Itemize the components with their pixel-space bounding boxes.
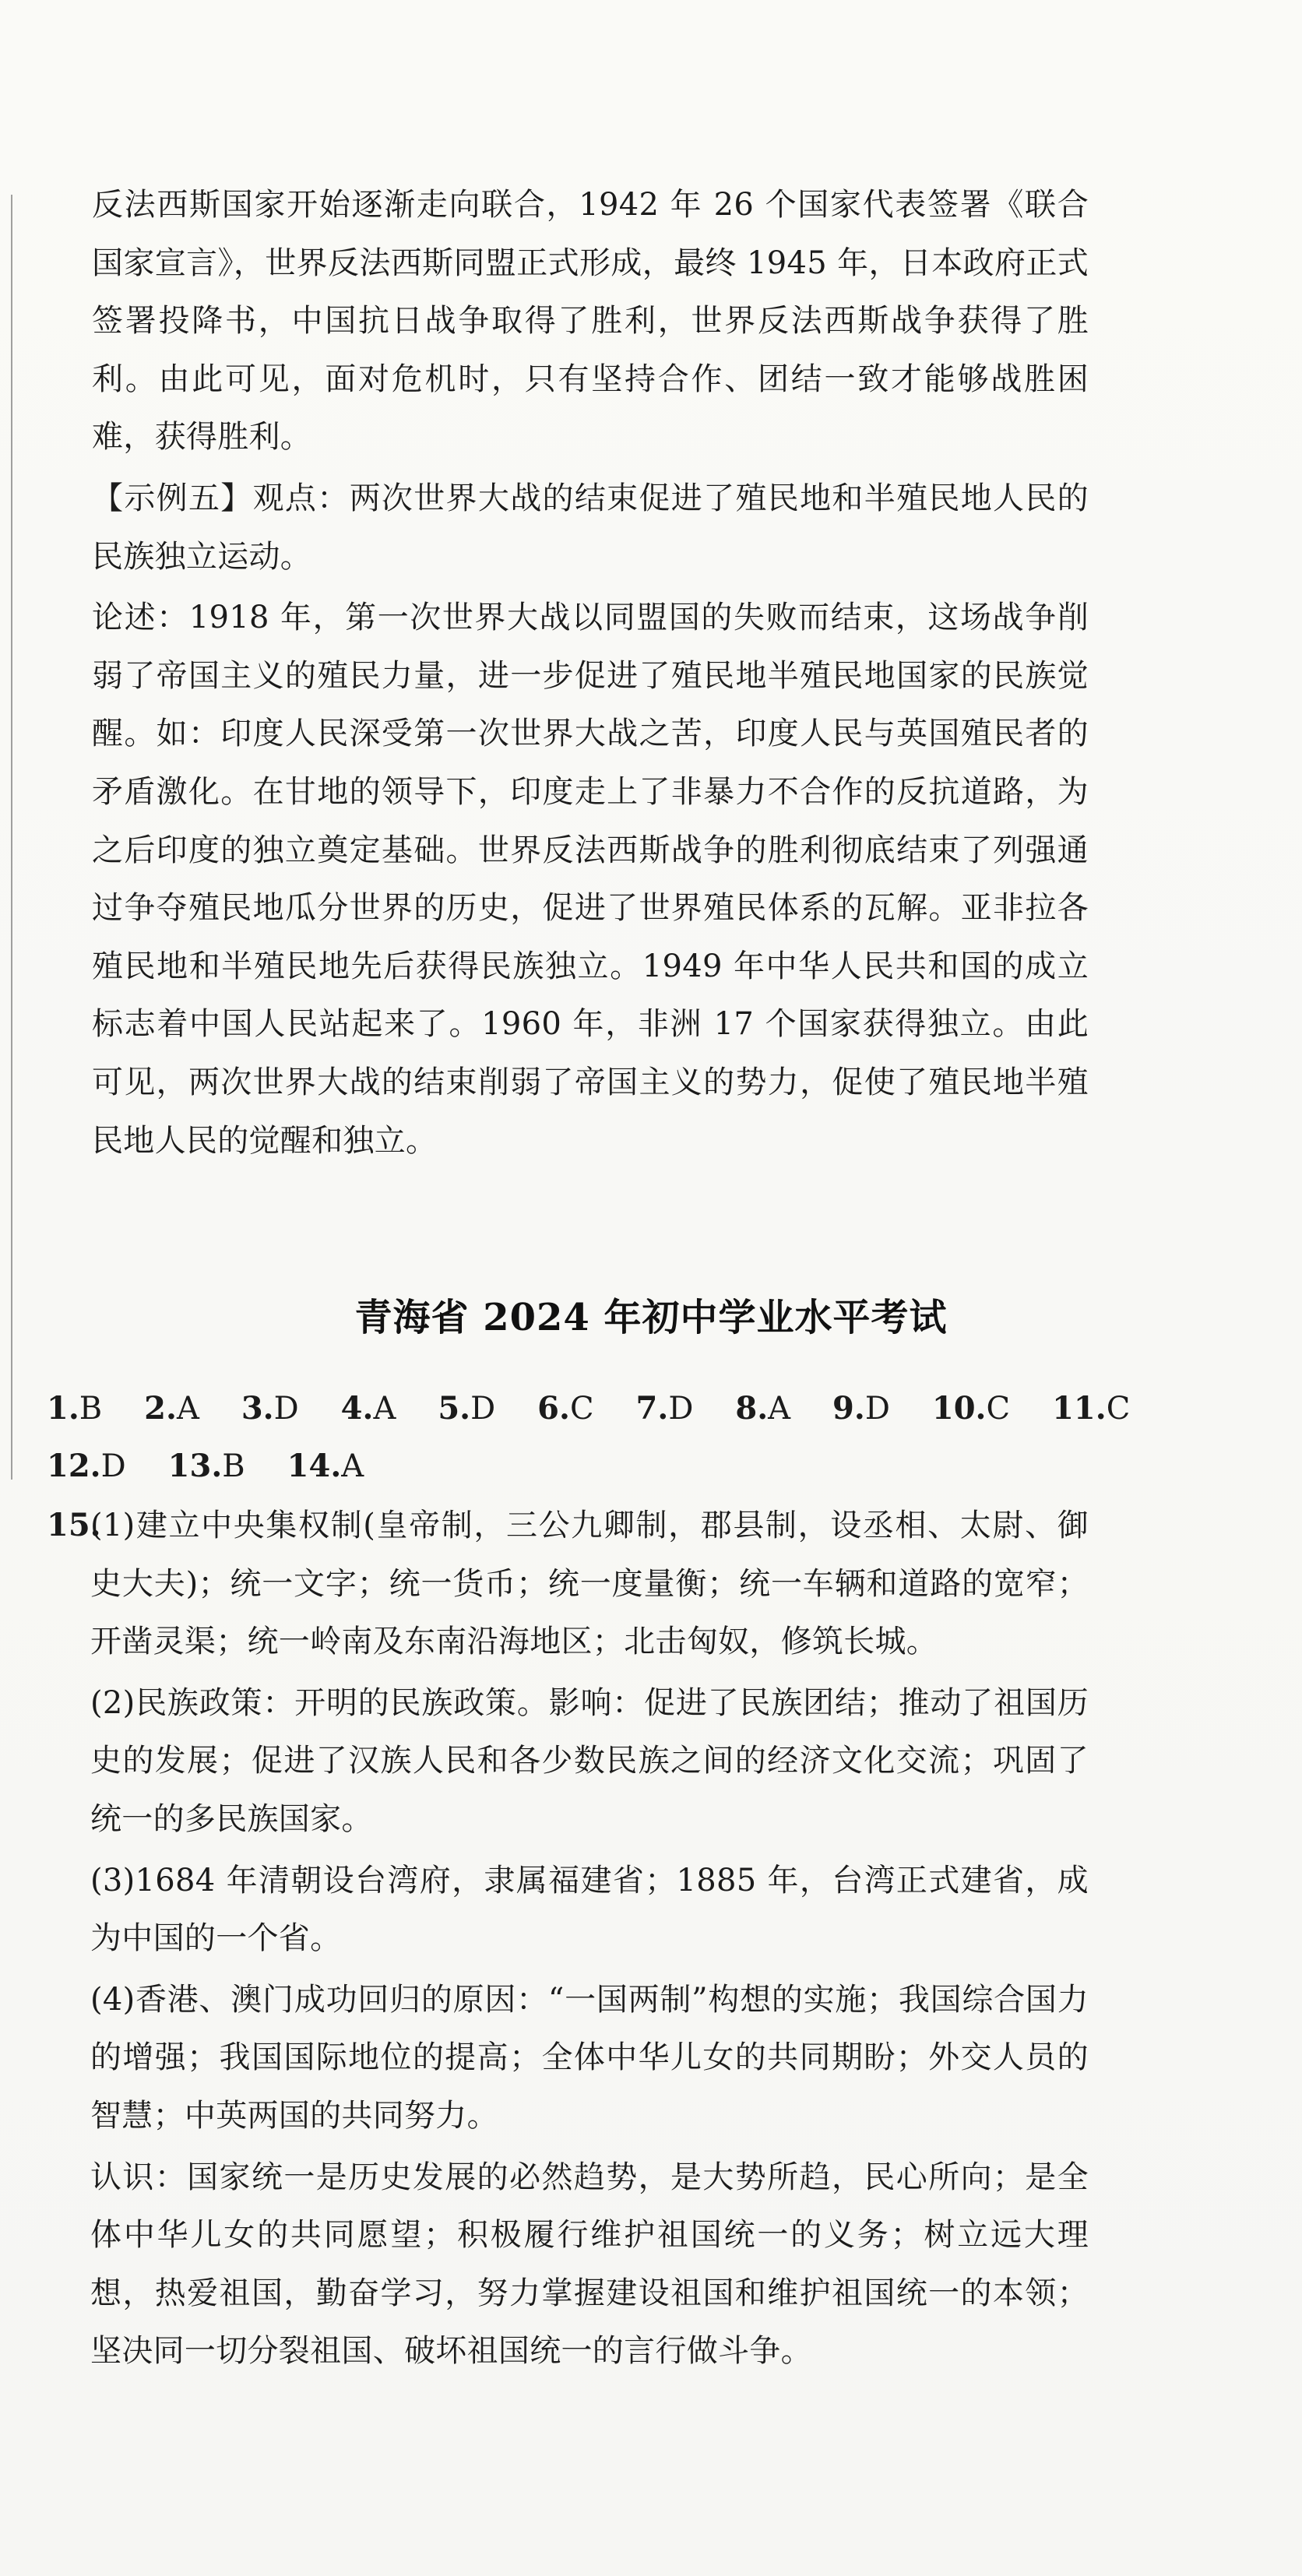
mc-answer: [341, 1380, 396, 1438]
intro-section: [92, 176, 1089, 1170]
q15-part-2: (2)民族政策：开明的民族政策。影响：促进了民族团结；推动了祖国历史的发展；促进了汉族人民和各少数民族之间的经济文化交流；巩固了统一的多民族国家。: [90, 1684, 1089, 1837]
example-five: 【示例五】观点：两次世界大战的结束促进了殖民地和半殖民地人民的民族独立运动。: [92, 480, 1089, 575]
mc-question-number: 11.: [1052, 1390, 1107, 1427]
q15-part-4: (4)香港、澳门成功回归的原因：“一国两制”构想的实施；我国综合国力的增强；我国国际地位的提高；全体中华儿女的共同期盼；外交人员的智慧；中英两国的共同努力。: [90, 1981, 1089, 2134]
mc-question-number: 10.: [931, 1390, 987, 1427]
mc-answer: [168, 1438, 245, 1495]
mc-answer: [832, 1380, 890, 1438]
mc-answer: [636, 1380, 694, 1438]
mc-answer: [932, 1380, 1010, 1438]
answer-row-1: [47, 1380, 1131, 1438]
mc-question-number: 12.: [47, 1448, 101, 1484]
mc-answer-letter: C: [1106, 1391, 1131, 1427]
mc-answer-letter: B: [79, 1391, 103, 1427]
mc-answer-letter: A: [341, 1448, 364, 1484]
mc-question-number: 1.: [47, 1390, 79, 1427]
mc-answer: [438, 1380, 495, 1438]
mc-question-number: 3.: [241, 1390, 274, 1427]
mc-question-number: 14.: [287, 1448, 342, 1484]
mc-answer-letter: D: [470, 1391, 496, 1427]
mc-question-number: 9.: [832, 1390, 865, 1427]
mc-answer-letter: C: [986, 1391, 1011, 1427]
exam-title: 青海省 2024 年初中学业水平考试: [354, 1296, 948, 1339]
mc-answer-letter: A: [373, 1391, 396, 1427]
answer-row-2: [47, 1438, 1098, 1495]
mc-answer: [537, 1380, 593, 1438]
mc-question-number: 2.: [144, 1390, 177, 1427]
mc-answer: [144, 1380, 199, 1438]
mc-answer: [47, 1380, 102, 1438]
mc-answer: [47, 1438, 126, 1495]
q15-part-1: (1)建立中央集权制(皇帝制，三公九卿制，郡县制，设丞相、太尉、御史大夫)；统一文字；统一货币；统一度量衡；统一车辆和道路的宽窄；开凿灵渠；统一岭南及东南沿海地区；北击匈奴，修筑长城。: [90, 1508, 1089, 1660]
mc-answer-letter: A: [176, 1391, 199, 1427]
question-15-body: [90, 1497, 1089, 2381]
mc-question-number: 13.: [167, 1448, 223, 1484]
mc-answer-letter: D: [273, 1391, 299, 1427]
mc-question-number: 6.: [537, 1390, 570, 1427]
argument-paragraph: 论述：1918 年，第一次世界大战以同盟国的失败而结束，这场战争削弱了帝国主义的殖民力量，进一步促进了殖民地半殖民地国家的民族觉醒。如：印度人民深受第一次世界大战之苦，印度人民与英国殖民者的矛盾激化。在甘地的领导下，印度走上了非暴力不合作的反抗道路，为之后印度的独立奠定基础。世界反法西斯战争的胜利彻底结束了列强通过争夺殖民地瓜分世界的历史，促进了世界殖民体系的瓦解。亚非拉各殖民地和半殖民地先后获得民族独立。1949 年中华人民共和国的成立标志着中国人民站起来了。1960 年，非洲 17 个国家获得独立。由此可见，两次世界大战的结束削弱了帝国主义的势力，促使了殖民地半殖民地人民的觉醒和独立。: [92, 600, 1089, 1159]
left-margin-line: [11, 195, 12, 1480]
q15-insight: 认识：国家统一是历史发展的必然趋势，是大势所趋，民心所向；是全体中华儿女的共同愿望；积极履行维护祖国统一的义务；树立远大理想，热爱祖国，勤奋学习，努力掌握建设祖国和维护祖国统一的本领；坚决同一切分裂祖国、破坏祖国统一的言行做斗争。: [90, 2159, 1089, 2370]
mc-answer: [735, 1380, 790, 1438]
mc-question-number: 5.: [438, 1390, 471, 1427]
q15-part-3: (3)1684 年清朝设台湾府，隶属福建省；1885 年，台湾正式建省，成为中国的一个省。: [90, 1862, 1089, 1957]
mc-answer-letter: D: [864, 1391, 890, 1427]
mc-answer-letter: A: [768, 1391, 791, 1427]
mc-answer-letter: D: [100, 1448, 126, 1484]
intro-paragraph: 反法西斯国家开始逐渐走向联合，1942 年 26 个国家代表签署《联合国家宣言》，世界反法西斯同盟正式形成，最终 1945 年，日本政府正式签署投降书，中国抗日战争取得了胜利，世界反法西斯战争获得了胜利。由此可见，面对危机时，只有坚持合作、团结一致才能够战胜困难，获得胜利。: [92, 187, 1089, 456]
mc-answer: [287, 1438, 364, 1495]
mc-question-number: 8.: [735, 1390, 769, 1427]
mc-answer-letter: C: [569, 1391, 594, 1427]
question-15-number: 15.: [47, 1507, 101, 1543]
mc-answer-letter: D: [668, 1391, 694, 1427]
multiple-choice-answers: [47, 1380, 1131, 1495]
mc-answer-letter: B: [222, 1448, 245, 1484]
mc-question-number: 4.: [340, 1390, 374, 1427]
mc-answer: [1052, 1380, 1130, 1438]
mc-answer: [241, 1380, 299, 1438]
mc-question-number: 7.: [635, 1390, 669, 1427]
